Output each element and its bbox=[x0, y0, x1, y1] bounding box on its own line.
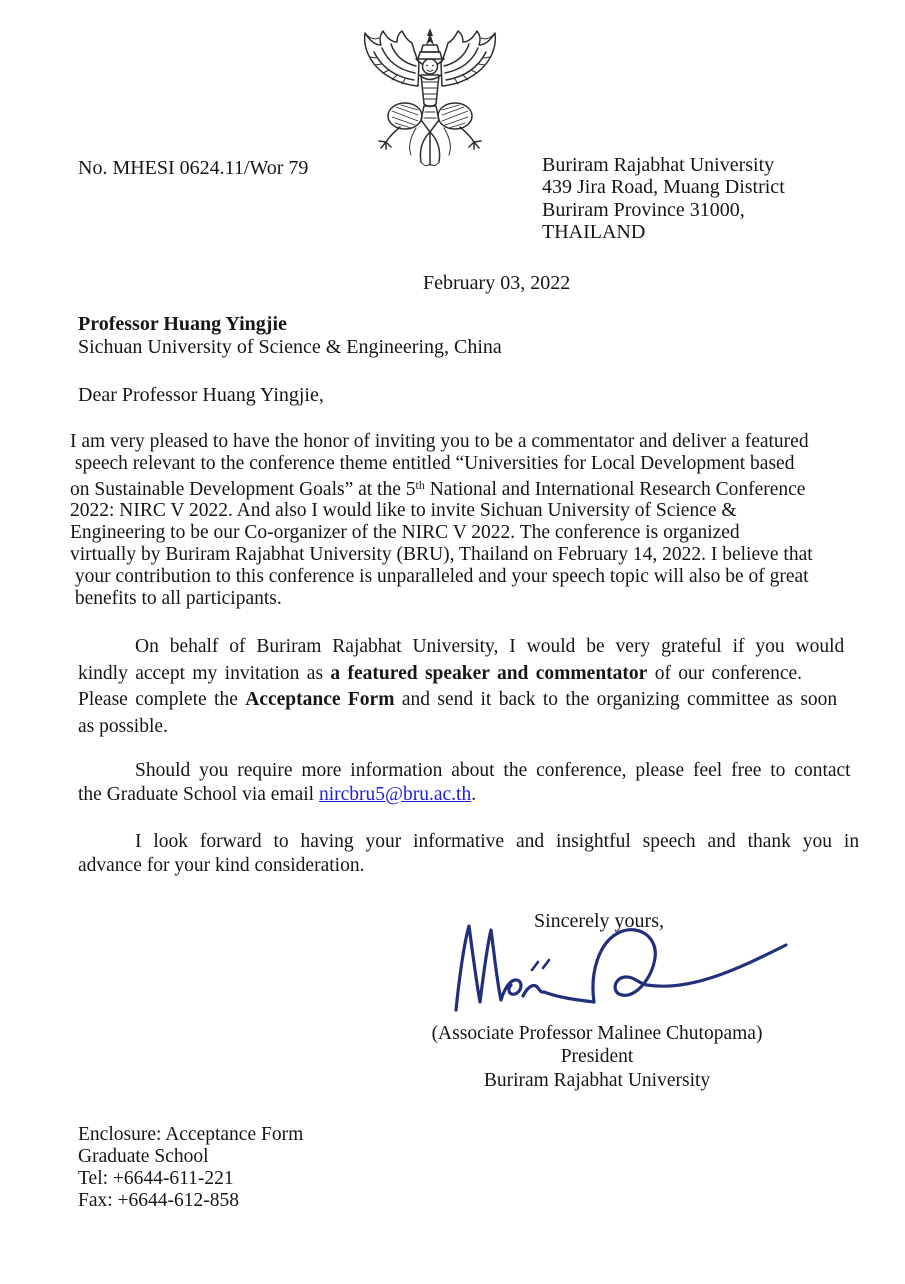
paragraph-2-line: On behalf of Buriram Rajabhat University, I would be very grateful if you would bbox=[135, 636, 845, 657]
text-run: kindly accept my invitation as bbox=[78, 662, 331, 684]
text-run: and send it back to the organizing committee as soon bbox=[394, 689, 838, 710]
recipient-name: Professor Huang Yingjie bbox=[78, 313, 287, 335]
signer-name: (Associate Professor Malinee Chutopama) bbox=[431, 1023, 763, 1044]
signer-organization: Buriram Rajabhat University bbox=[483, 1069, 711, 1091]
paragraph-4-line: advance for your kind consideration. bbox=[78, 854, 365, 876]
fax-number: Fax: +6644-612-858 bbox=[78, 1190, 240, 1211]
footer-block bbox=[78, 1124, 303, 1212]
sender-address-block bbox=[542, 154, 785, 244]
paragraph-2-line: as possible. bbox=[78, 715, 168, 737]
enclosure-note: Enclosure: Acceptance Form bbox=[78, 1124, 304, 1145]
salutation: Dear Professor Huang Yingjie, bbox=[78, 384, 324, 406]
paragraph-1-line: I am very pleased to have the honor of inviting you to be a commentator and deliver a featured bbox=[70, 431, 809, 452]
sender-address-line: 439 Jira Road, Muang District bbox=[542, 176, 785, 199]
garuda-emblem-icon bbox=[356, 28, 504, 178]
paragraph-1 bbox=[70, 431, 813, 609]
paragraph-2 bbox=[78, 634, 844, 740]
paragraph-3 bbox=[78, 759, 851, 806]
bold-run: Acceptance Form bbox=[245, 689, 395, 710]
recipient-block bbox=[78, 313, 502, 359]
paragraph-1-line bbox=[70, 475, 813, 501]
text-run: the Graduate School via email bbox=[78, 783, 319, 805]
paragraph-1-line: Engineering to be our Co-organizer of the NIRC V 2022. The conference is organized bbox=[70, 522, 740, 544]
department-name: Graduate School bbox=[78, 1146, 209, 1167]
bold-run: a featured speaker and commentator bbox=[330, 662, 648, 684]
valediction: Sincerely yours, bbox=[534, 910, 664, 932]
reference-number: No. MHESI 0624.11/Wor 79 bbox=[78, 157, 309, 179]
recipient-affiliation: Sichuan University of Science & Engineering, China bbox=[78, 336, 502, 358]
sender-address-line: Buriram Province 31000, bbox=[542, 198, 745, 221]
signer-title: President bbox=[560, 1046, 634, 1068]
paragraph-2-line bbox=[78, 661, 844, 688]
handwritten-signature-icon bbox=[448, 918, 793, 1018]
paragraph-1-line: your contribution to this conference is unparalleled and your speech topic will also be of great bbox=[70, 565, 809, 587]
text-run: on Sustainable Development Goals” at the 5 bbox=[70, 478, 416, 500]
paragraph-4 bbox=[78, 830, 859, 877]
sender-address-line: THAILAND bbox=[542, 221, 646, 244]
paragraph-1-line: speech relevant to the conference theme entitled “Universities for Local Development based bbox=[70, 452, 795, 474]
signer-block bbox=[377, 1022, 817, 1092]
paragraph-1-line: benefits to all participants. bbox=[70, 587, 282, 609]
paragraph-3-line: Should you require more information about the conference, please feel free to contact bbox=[135, 760, 851, 781]
paragraph-2-line bbox=[78, 687, 844, 714]
letter-date: February 03, 2022 bbox=[423, 272, 571, 294]
sender-address-line: Buriram Rajabhat University bbox=[542, 154, 775, 176]
text-run: National and International Research Conference bbox=[424, 478, 806, 500]
paragraph-1-line: 2022: NIRC V 2022. And also I would like to invite Sichuan University of Science & bbox=[70, 500, 737, 522]
text-run: . bbox=[471, 783, 477, 805]
text-run: Please complete the bbox=[78, 689, 246, 710]
telephone-number: Tel: +6644-611-221 bbox=[78, 1168, 234, 1189]
paragraph-4-line: I look forward to having your informative and insightful speech and thank you in bbox=[135, 831, 860, 852]
paragraph-3-line bbox=[78, 783, 851, 807]
email-link[interactable]: nircbru5@bru.ac.th bbox=[318, 783, 472, 805]
paragraph-1-line: virtually by Buriram Rajabhat University (BRU), Thailand on February 14, 2022. I believe that bbox=[70, 543, 813, 565]
ordinal-superscript: th bbox=[415, 477, 425, 492]
text-run: of our conference. bbox=[647, 662, 803, 684]
